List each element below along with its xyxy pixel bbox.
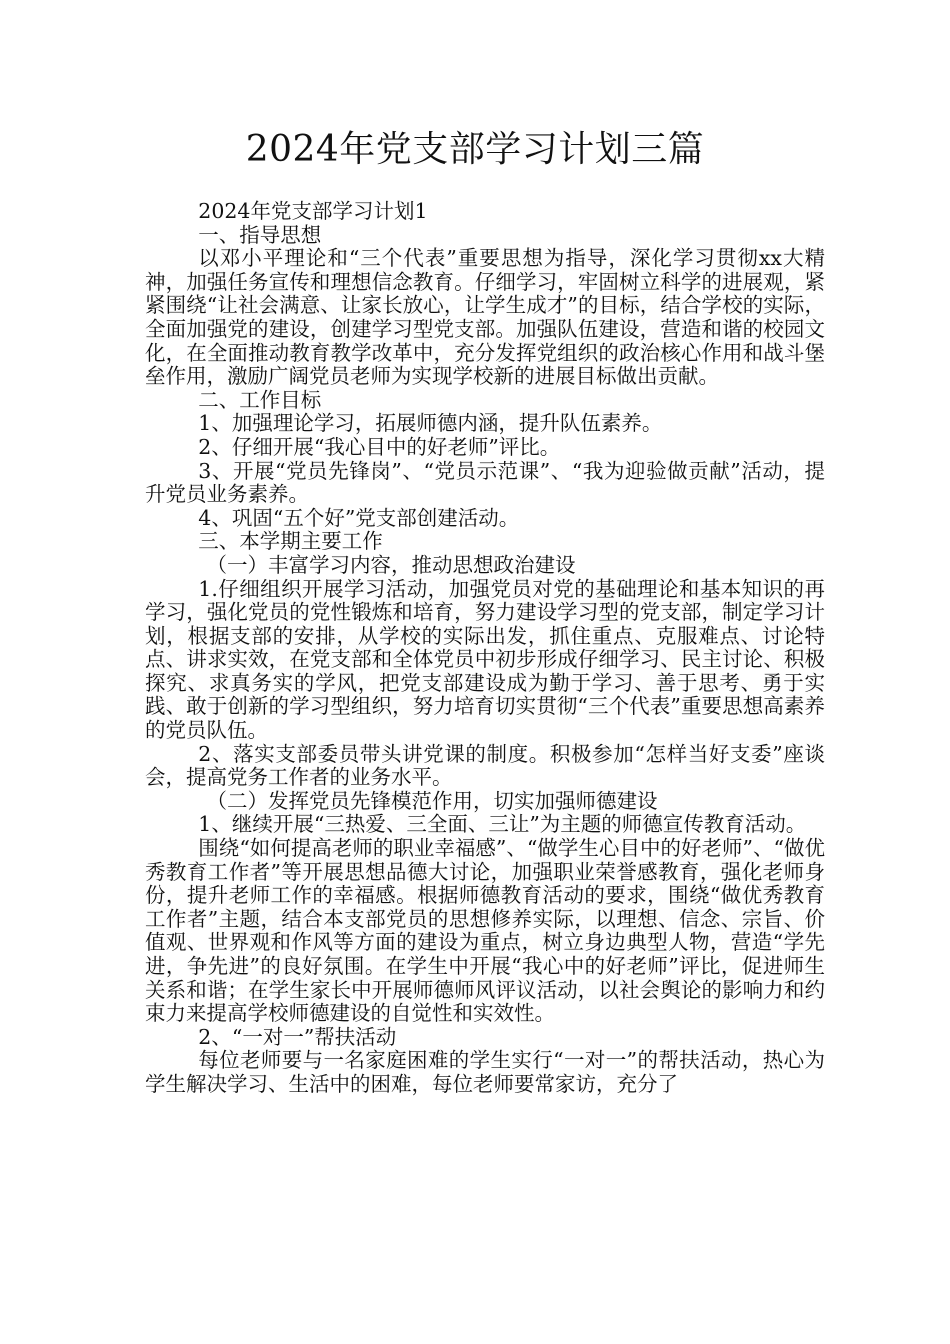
paragraph: 2、“一对一”帮扶活动 — [198, 1024, 397, 1049]
paragraph: 3、开展“党员先锋岗”、“党员示范课”、“我为迎验做贡献”活动，提升党员业务素养。 — [145, 458, 825, 507]
paragraph: 一、指导思想 — [198, 222, 322, 247]
paragraph: 2、落实支部委员带头讲党课的制度。积极参加“怎样当好支委”座谈会，提高党务工作者的业务水平。 — [145, 741, 825, 790]
document-body — [145, 200, 825, 1097]
document-title: 2024年党支部学习计划三篇 — [245, 129, 705, 170]
paragraph: 每位老师要与一名家庭困难的学生实行“一对一”的帮扶活动，热心为学生解决学习、生活中的困难，每位老师要常家访，充分了 — [145, 1048, 825, 1096]
paragraph: 2024年党支部学习计划1 — [198, 199, 428, 223]
paragraph: 围绕“如何提高老师的职业幸福感”、“做学生心目中的好老师”、“做优秀教育工作者”等开展思想品德大讨论，加强职业荣誉感教育，强化老师身份，提升老师工作的幸福感。根据师德教育活动的要求，围绕“做优秀教育工作者”主题，结合本支部党员的思想修养实际，以理想、信念、宗旨、价值观、世界观和作风等方面的建设为重点，树立身边典型人物，营造“学先进，争先进”的良好氛围。在学生中开展“我心中的好老师”评比，促进师生关系和谐；在学生家长中开展师德师风评议活动，以社会舆论的影响力和约束力来提高学校师德建设的自觉性和实效性。 — [145, 836, 825, 1026]
paragraph: （一）丰富学习内容，推动思想政治建设 — [206, 552, 576, 577]
paragraph: 三、本学期主要工作 — [198, 529, 383, 554]
paragraph: 以邓小平理论和“三个代表”重要思想为指导，深化学习贯彻xx大精神，加强任务宣传和理想信念教育。仔细学习，牢固树立科学的进展观，紧紧围绕“让社会满意、让家长放心，让学生成才”的目标，结合学校的实际，全面加强党的建设，创建学习型党支部。加强队伍建设，营造和谐的校园文化，在全面推动教育教学改革中，充分发挥党组织的政治核心作用和战斗堡垒作用，激励广阔党员老师为实现学校新的进展目标做出贡献。 — [145, 246, 825, 389]
paragraph: 1.仔细组织开展学习活动，加强党员对党的基础理论和基本知识的再学习，强化党员的党性锻炼和培育，努力建设学习型的党支部，制定学习计划，根据支部的安排，从学校的实际出发，抓住重点、克服难点、讨论特点、讲求实效，在党支部和全体党员中初步形成仔细学习、民主讨论、积极探究、求真务实的学风，把党支部建设成为勤于学习、善于思考、勇于实践、敢于创新的学习型组织，努力培育切实贯彻“三个代表”重要思想高素养的党员队伍。 — [145, 576, 825, 743]
paragraph: 4、巩固“五个好”党支部创建活动。 — [198, 505, 520, 530]
paragraph: （二）发挥党员先锋模范作用，切实加强师德建设 — [206, 788, 658, 813]
paragraph: 二、工作目标 — [198, 387, 322, 412]
paragraph: 1、继续开展“三热爱、三全面、三让”为主题的师德宣传教育活动。 — [198, 812, 807, 837]
paragraph: 2、仔细开展“我心目中的好老师”评比。 — [198, 434, 561, 459]
paragraph: 1、加强理论学习，拓展师德内涵，提升队伍素养。 — [198, 411, 663, 436]
